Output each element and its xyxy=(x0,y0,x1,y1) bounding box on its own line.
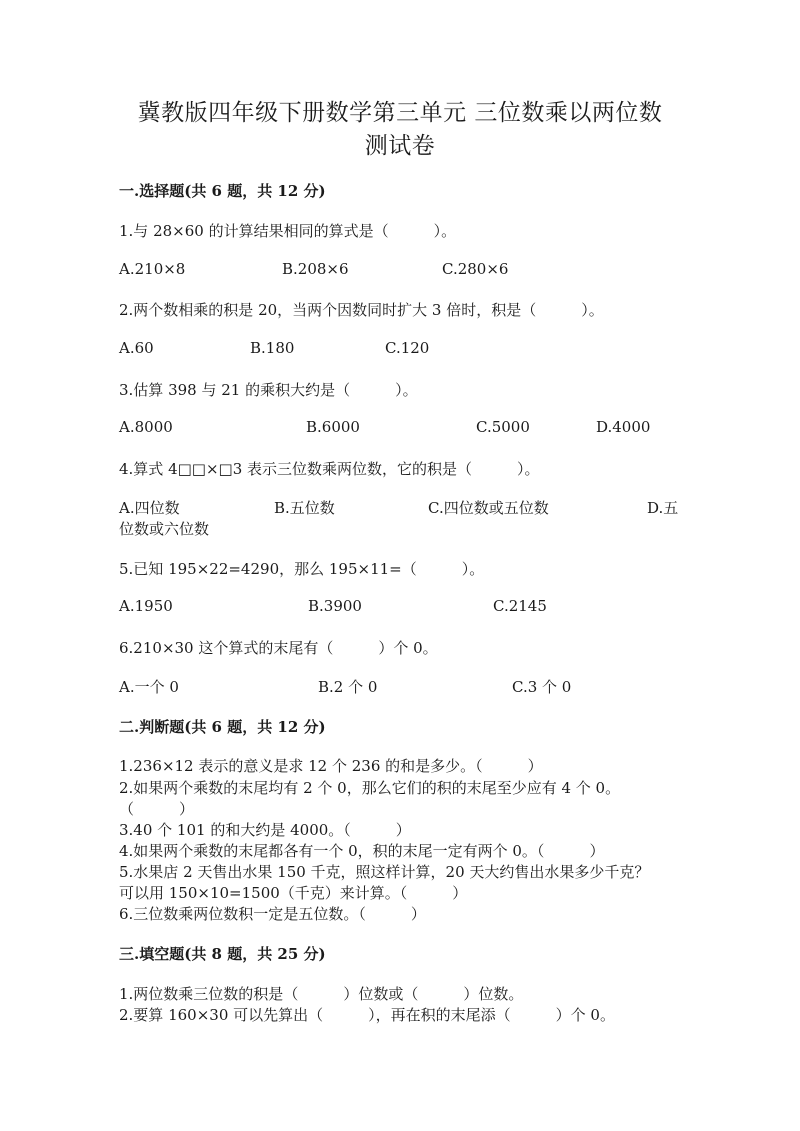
option-b: B.208×6 xyxy=(282,260,349,278)
statement-line: 4.如果两个乘数的末尾都各有一个 0，积的末尾一定有两个 0。（ ） xyxy=(119,842,605,860)
option-b: B.五位数 xyxy=(274,499,335,517)
blank-question-line: 1.两位数乘三位数的积是（ ）位数或（ ）位数。 xyxy=(119,985,524,1003)
statement-line: 2.如果两个乘数的末尾均有 2 个 0，那么它们的积的末尾至少应有 4 个 0。 xyxy=(119,779,621,797)
option-b: B.2 个 0 xyxy=(318,678,378,696)
question-text: 1.与 28×60 的计算结果相同的算式是（ ）。 xyxy=(119,222,457,240)
question-text: 6.210×30 这个算式的末尾有（ ）个 0。 xyxy=(119,639,438,657)
section-3-heading: 三.填空题(共 8 题，共 25 分) xyxy=(119,945,326,963)
section-1-heading: 一.选择题(共 6 题，共 12 分) xyxy=(119,182,326,200)
option-c: C.四位数或五位数 xyxy=(428,499,549,517)
blank-question-line: 2.要算 160×30 可以先算出（ ），再在积的末尾添（ ）个 0。 xyxy=(119,1006,615,1024)
option-d: D.4000 xyxy=(596,418,651,436)
paper-title-line-2: 测试卷 xyxy=(364,133,436,159)
option-d: D.五 xyxy=(647,499,679,517)
option-a: A.四位数 xyxy=(119,499,180,517)
statement-line: 1.236×12 表示的意义是求 12 个 236 的和是多少。（ ） xyxy=(119,757,543,775)
statement-line: 5.水果店 2 天售出水果 150 千克，照这样计算，20 天大约售出水果多少千克？ xyxy=(119,863,650,881)
option-c: C.280×6 xyxy=(442,260,509,278)
option-a: A.一个 0 xyxy=(119,678,179,696)
option-b: B.180 xyxy=(250,339,295,357)
question-text: 2.两个数相乘的积是 20，当两个因数同时扩大 3 倍时，积是（ ）。 xyxy=(119,301,604,319)
option-b: B.6000 xyxy=(306,418,360,436)
option-c: C.3 个 0 xyxy=(512,678,572,696)
paper-title-line-1: 冀教版四年级下册数学第三单元 三位数乘以两位数 xyxy=(137,100,663,126)
option-c: C.2145 xyxy=(493,597,547,615)
option-d-continuation: 位数或六位数 xyxy=(119,520,210,538)
option-a: A.60 xyxy=(119,339,154,357)
option-c: C.120 xyxy=(385,339,430,357)
section-2-heading: 二.判断题(共 6 题，共 12 分) xyxy=(119,718,326,736)
question-text: 3.估算 398 与 21 的乘积大约是（ ）。 xyxy=(119,381,418,399)
option-b: B.3900 xyxy=(308,597,362,615)
question-text: 4.算式 4□□×□3 表示三位数乘两位数，它的积是（ ）。 xyxy=(119,460,540,478)
statement-line: 3.40 个 101 的和大约是 4000。（ ） xyxy=(119,821,411,839)
statement-line: （ ） xyxy=(119,800,195,818)
question-text: 5.已知 195×22=4290，那么 195×11=（ ）。 xyxy=(119,560,485,578)
statement-line: 可以用 150×10=1500（千克）来计算。（ ） xyxy=(119,884,468,902)
option-a: A.210×8 xyxy=(119,260,186,278)
statement-line: 6.三位数乘两位数积一定是五位数。（ ） xyxy=(119,905,426,923)
option-a: A.8000 xyxy=(119,418,173,436)
option-c: C.5000 xyxy=(476,418,530,436)
option-a: A.1950 xyxy=(119,597,173,615)
